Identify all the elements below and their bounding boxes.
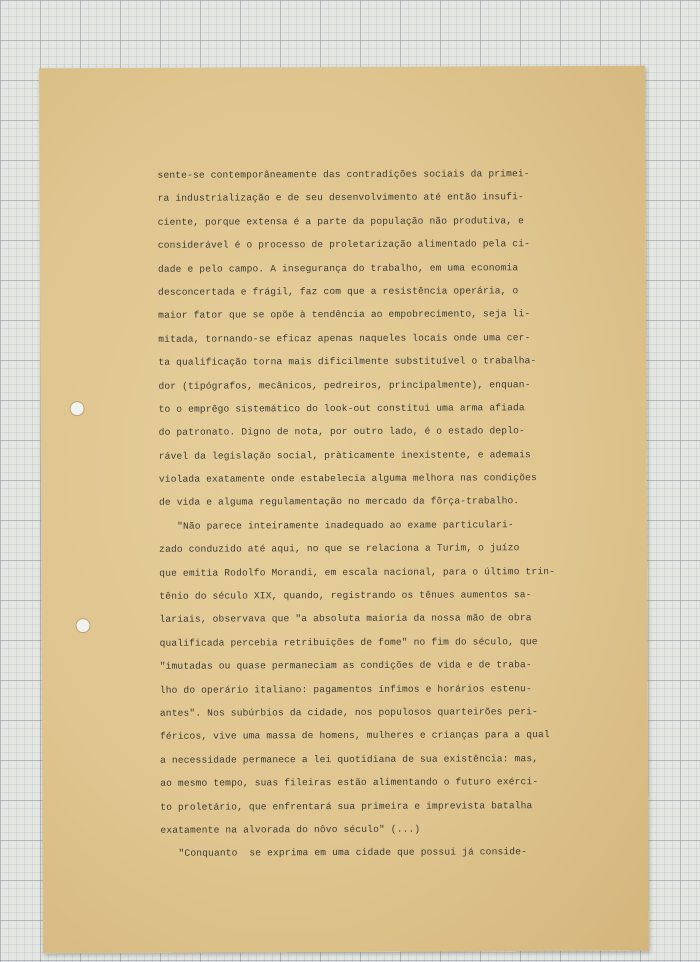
text-line: considerável é o processo de proletarização alimentado pela ci- <box>157 238 531 251</box>
text-line: sente-se contemporâneamente das contradições sociais da primei- <box>157 168 530 181</box>
text-line: qualificada percebia retribuições de fome" no fim do século, que <box>159 635 538 649</box>
typewritten-page <box>39 66 649 954</box>
text-line: ciente, porque extensa é a parte da população não produtiva, e <box>157 214 525 228</box>
text-line: to o emprêgo sistemático do look-out constitui uma arma afiada <box>158 402 525 415</box>
text-line: desconcertada e frágil, faz com que a resistência operária, o <box>158 285 519 298</box>
text-line: lho do operário italiano: pagamentos ínfimos e horários estenu- <box>159 682 532 696</box>
text-line: maior fator que se opõe à tendência ao empobrecimento, seja li- <box>158 308 531 322</box>
text-line: rável da legislação social, pràticamente inexistente, e ademais <box>158 448 531 462</box>
text-line: mitada, tornando-se eficaz apenas naqueles locais onde uma cer- <box>158 331 531 345</box>
text-line: que emitia Rodolfo Morandi, em escala nacional, para o último trin- <box>159 565 556 579</box>
text-line: "Não parece inteiramente inadequado ao exame particulari- <box>177 519 514 532</box>
text-line: "Conquanto se exprima em uma cidade que possui já conside- <box>178 846 528 860</box>
text-line: exatamente na alvorada do nôvo século" (...) <box>160 823 421 836</box>
text-line: zado conduzido até aqui, no que se relaciona a Turim, o juízo <box>159 542 520 556</box>
text-line: antes". Nos subúrbios da cidade, nos populosos quarteirões peri- <box>159 706 538 719</box>
punch-hole-bottom <box>75 618 90 633</box>
text-line: lariais, observava que "a absoluta maioria da nossa mão de obra <box>159 612 532 626</box>
text-line: de vida e alguma regulamentação no mercado da fôrça-trabalho. <box>158 495 520 509</box>
text-line: tênio do século XIX, quando, registrando os tênues aumentos sa- <box>159 589 532 602</box>
text-line: féricos, vive uma massa de homens, mulheres e crianças para a qual <box>159 729 550 743</box>
text-line: ta qualificação torna mais dificilmente substituível o trabalha- <box>158 355 537 368</box>
text-line: to proletário, que enfrentará sua primeira e imprevista batalha <box>160 799 533 813</box>
text-line: dade e pelo campo. A insegurança do trabalho, em uma economia <box>157 261 519 275</box>
text-line: "imutadas ou quase permaneciam as condições de vida e de traba- <box>159 659 532 673</box>
page-text <box>157 162 560 865</box>
text-line: ra industrialização e de seu desenvolvimento até então insufi- <box>157 191 524 205</box>
text-line: violada exatamente onde estabelecia alguma melhora nas condições <box>158 472 537 485</box>
text-line: ao mesmo tempo, suas fileiras estão alimentando o futuro exérci- <box>160 776 539 789</box>
punch-hole-top <box>70 401 85 416</box>
text-line: a necessidade permanece a lei quotidiana de sua existência: mas, <box>160 752 539 766</box>
text-line: dor (tipógrafos, mecânicos, pedreiros, principalmente), enquan- <box>158 378 531 392</box>
text-line: do patronato. Digno de nota, por outro lado, é o estado deplo- <box>158 425 525 439</box>
